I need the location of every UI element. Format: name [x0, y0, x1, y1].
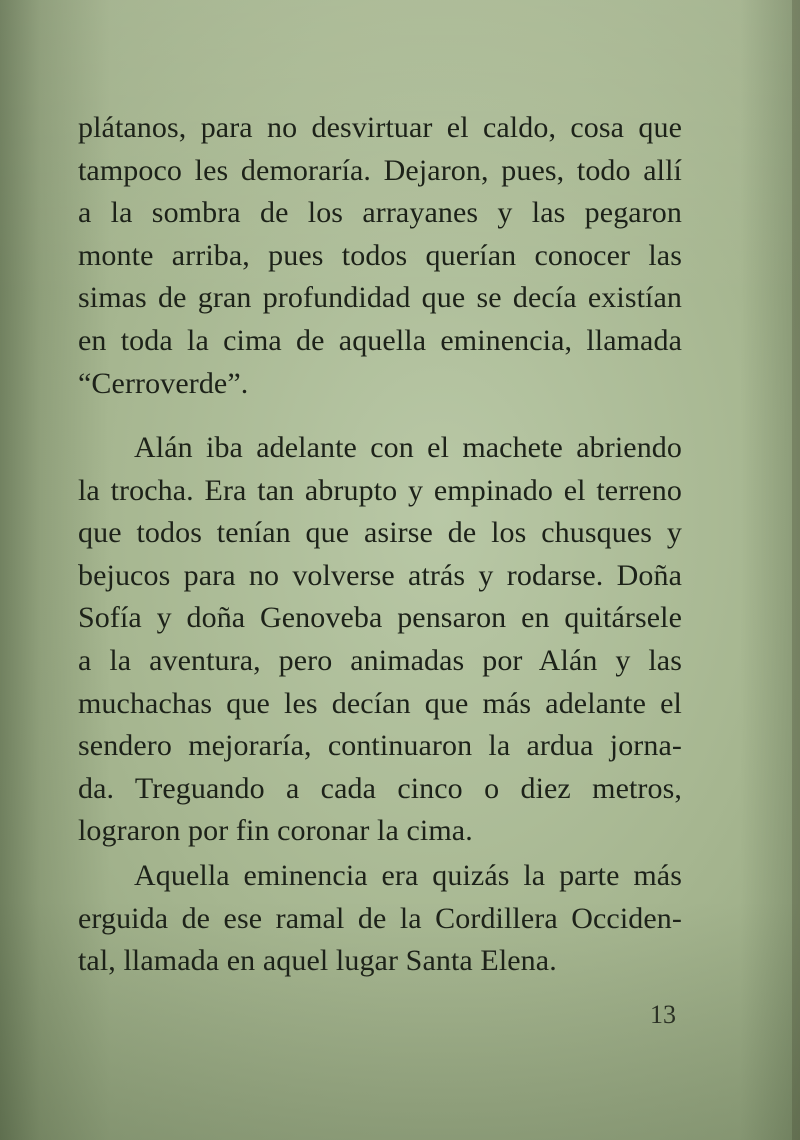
- text-line: Alán iba adelante con el machete abriendo: [134, 431, 682, 464]
- text-line: da. Treguando a cada cinco o diez metros,: [78, 771, 682, 805]
- text-line: en toda la cima de aquella eminencia, llamada: [78, 323, 682, 357]
- text-line: bejucos para no volverse atrás y rodarse. Doña: [78, 558, 682, 592]
- text-line: a la aventura, pero animadas por Alán y las: [78, 643, 682, 677]
- page-number: 13: [650, 1000, 676, 1029]
- text-line: simas de gran profundidad que se decía existían: [78, 281, 682, 315]
- text-line: Sofía y doña Genoveba pensaron en quitársele: [78, 601, 682, 635]
- text-line: plátanos, para no desvirtuar el caldo, cosa que: [78, 111, 682, 144]
- paragraph-2: [78, 427, 682, 853]
- text-line: tampoco les demoraría. Dejaron, pues, todo allí: [78, 153, 682, 187]
- text-line: muchachas que les decían que más adelante el: [78, 686, 682, 720]
- text-line: lograron por fin coronar la cima.: [78, 814, 473, 848]
- paragraph-3: [78, 855, 682, 983]
- paragraph-1: [78, 107, 682, 405]
- text-line: monte arriba, pues todos querían conocer las: [78, 238, 682, 272]
- text-line: sendero mejoraría, continuaron la ardua jorna-: [78, 729, 682, 763]
- text-line: Aquella eminencia era quizás la parte más: [134, 859, 682, 892]
- text-line: que todos tenían que asirse de los chusques y: [78, 516, 682, 550]
- text-line: “Cerroverde”.: [78, 366, 249, 400]
- text-line: tal, llamada en aquel lugar Santa Elena.: [78, 944, 557, 978]
- text-line: a la sombra de los arrayanes y las pegaron: [78, 196, 682, 230]
- text-line: erguida de ese ramal de la Cordillera Occiden-: [78, 901, 682, 935]
- page-edge-shadow: [792, 0, 800, 1140]
- text-line: la trocha. Era tan abrupto y empinado el terreno: [78, 473, 682, 507]
